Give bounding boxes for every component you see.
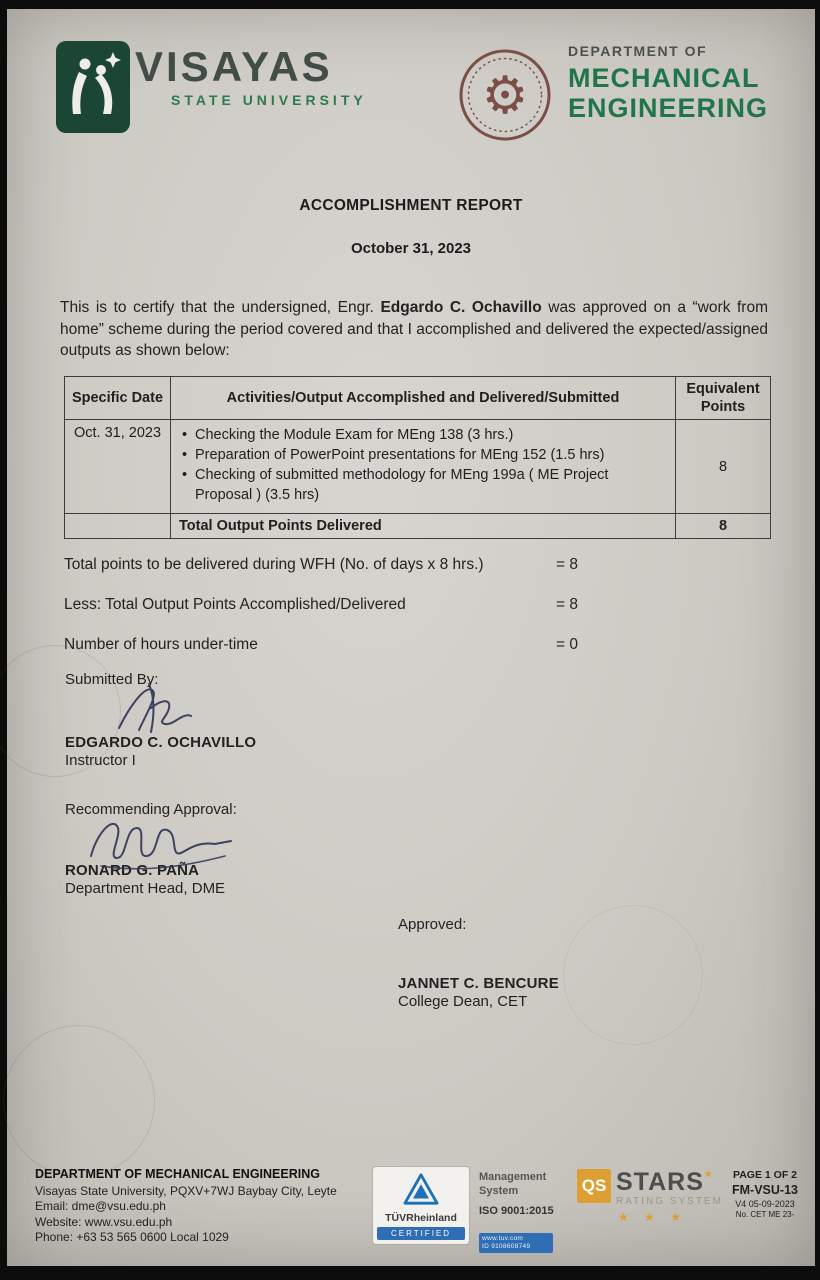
stain-mark <box>3 1025 155 1177</box>
recommending-label: Recommending Approval: <box>65 801 237 818</box>
total-label: Total Output Points Delivered <box>171 514 676 539</box>
activity-item: • Checking the Module Exam for MEng 138 (3 hrs.) <box>181 425 667 445</box>
qs-stars-word: STARS <box>616 1168 704 1196</box>
doc-number: No. CET ME 23- <box>735 1210 795 1219</box>
iso-standard: ISO 9001:2015 <box>479 1205 554 1217</box>
summary-section <box>64 556 664 676</box>
form-version: V4 05-09-2023 <box>735 1199 795 1209</box>
summary-label: Total points to be delivered during WFH (No. of days x 8 hrs.) <box>64 556 484 573</box>
approved-title: College Dean, CET <box>398 993 528 1010</box>
approved-label: Approved: <box>398 916 467 933</box>
university-wordmark <box>135 43 367 108</box>
footer-phone: Phone: +63 53 565 0600 Local 1029 <box>35 1230 229 1244</box>
footer-address: Visayas State University, PQXV+7WJ Baybay City, Leyte <box>35 1183 337 1198</box>
summary-label: Less: Total Output Points Accomplished/Delivered <box>64 596 406 613</box>
iso-line1: Management <box>479 1171 547 1183</box>
report-date: October 31, 2023 <box>350 240 472 257</box>
tuv-id-box <box>479 1233 553 1253</box>
recommending-title: Department Head, DME <box>65 880 226 897</box>
tuv-id: ID 9108608749 <box>482 1243 531 1250</box>
footer-contact-block <box>35 1167 365 1246</box>
col-header-activities: Activities/Output Accomplished and Delivered/Submitted <box>171 377 676 420</box>
summary-row <box>64 596 664 617</box>
summary-row <box>64 556 664 577</box>
cell-points: 8 <box>676 420 771 514</box>
recommending-block <box>65 800 365 899</box>
footer-department: DEPARTMENT OF MECHANICAL ENGINEERING <box>35 1167 320 1181</box>
tuv-certified-banner: CERTIFIED <box>377 1227 465 1240</box>
table-header-row <box>65 377 771 420</box>
university-subtitle: STATE UNIVERSITY <box>171 92 367 108</box>
iso-line2: System <box>479 1184 519 1197</box>
activity-item: • Checking of submitted methodology for MEng 199a ( ME Project Proposal ) (3.5 hrs) <box>181 465 667 505</box>
summary-value: = 0 <box>556 636 578 653</box>
department-name-line1: MECHANICAL <box>568 63 760 93</box>
page-footer <box>35 1167 805 1253</box>
table-total-row <box>65 514 771 539</box>
qs-rating-system: RATING SYSTEM <box>616 1196 723 1207</box>
qs-stars-mark <box>577 1167 725 1224</box>
tuv-triangle-icon <box>401 1172 441 1206</box>
iso-block <box>479 1167 571 1253</box>
submitted-name: EDGARDO C. OCHAVILLO <box>65 734 257 751</box>
footer-email: Email: dme@vsu.edu.ph <box>35 1199 166 1213</box>
department-prefix: DEPARTMENT OF <box>568 43 708 59</box>
activity-item: • Preparation of PowerPoint presentations for MEng 152 (1.5 hrs) <box>181 445 667 465</box>
form-meta-block <box>725 1167 805 1219</box>
cell-activities <box>171 420 676 514</box>
total-points: 8 <box>676 514 771 539</box>
gear-icon: ⚙ <box>481 66 529 126</box>
intro-paragraph <box>60 297 768 362</box>
university-name: VISAYAS <box>135 43 333 90</box>
star-icon: ★ <box>703 1169 713 1180</box>
intro-text-1: This is to certify that the undersigned, Engr. <box>60 299 381 316</box>
intro-text-2: was approved on a “work from home” scheme during the period covered and that I accomplished and delivered the expected/assigned outputs as shown below: <box>60 299 768 359</box>
col-header-specific-date: Specific Date <box>65 377 171 420</box>
report-page <box>7 9 815 1266</box>
employee-name: Edgardo C. Ochavillo <box>380 299 542 316</box>
qs-row <box>577 1169 725 1224</box>
page-number: PAGE 1 OF 2 <box>733 1169 797 1181</box>
approved-block <box>398 915 678 1012</box>
gear-seal-icon <box>458 48 552 142</box>
summary-row <box>64 636 664 657</box>
footer-website: Website: www.vsu.edu.ph <box>35 1214 173 1229</box>
approved-name: JANNET C. BENCURE <box>398 975 559 992</box>
summary-label: Number of hours under-time <box>64 636 258 653</box>
table-row <box>65 420 771 514</box>
tuv-name: TÜVRheinland <box>385 1212 457 1224</box>
qs-text-block <box>616 1169 723 1224</box>
recommending-name: RONARD G. PAÑA <box>65 862 200 879</box>
accomplishment-table <box>64 376 771 539</box>
tuv-certification-mark <box>373 1167 469 1244</box>
tuv-website: www.tuv.com <box>482 1235 524 1242</box>
vsu-logo <box>55 40 131 139</box>
qs-logo: QS <box>577 1169 611 1203</box>
form-code: FM-VSU-13 <box>732 1183 798 1197</box>
submitted-title: Instructor I <box>65 752 136 769</box>
department-seal <box>458 48 552 147</box>
qs-stars-icons: ★ ★ ★ <box>618 1210 687 1224</box>
summary-value: = 8 <box>556 556 578 573</box>
cell-empty <box>65 514 171 539</box>
report-title: ACCOMPLISHMENT REPORT <box>299 197 523 214</box>
vsu-shield-icon <box>55 40 131 134</box>
department-name-line2: ENGINEERING <box>568 93 769 123</box>
submitted-by-label: Submitted By: <box>65 671 159 688</box>
department-wordmark <box>568 43 768 123</box>
submitted-by-block <box>65 670 345 771</box>
cell-date: Oct. 31, 2023 <box>65 420 171 514</box>
summary-value: = 8 <box>556 596 578 613</box>
col-header-equivalent-points: Equivalent Points <box>676 377 771 420</box>
